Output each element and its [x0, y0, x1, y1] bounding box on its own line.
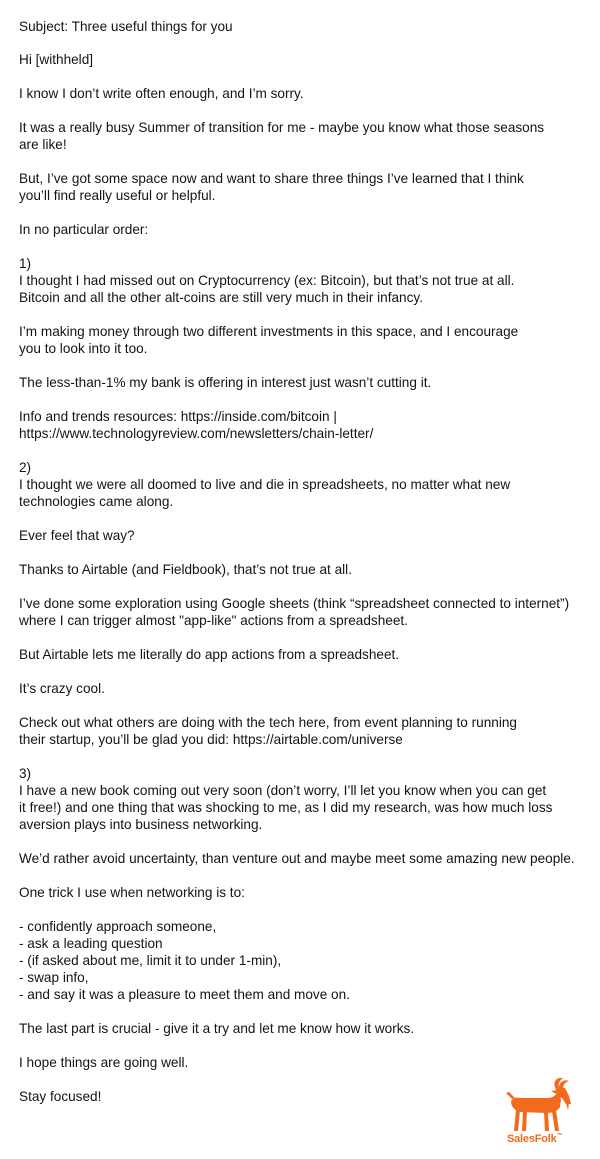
item-3-paragraph-2: We’d rather avoid uncertainty, than venture out and maybe meet some amazing new people. — [19, 851, 575, 866]
item-2-paragraph-2: Ever feel that way? — [19, 528, 135, 543]
logo-wordmark: SalesFolk™ — [507, 1133, 563, 1145]
paragraph-hope: I hope things are going well. — [19, 1055, 189, 1070]
item-3-paragraph-1: I have a new book coming out very soon (don’t worry, I’ll let you know when you can get it free!) and one thing that was shocking to me, as I did my research, was how much loss aversion plays into business networking. — [19, 783, 553, 832]
item-1-number: 1) — [19, 256, 32, 271]
item-1-resources: Info and trends resources: https://inside.com/bitcoin | https://www.technologyreview.com/newsletters/chain-letter/ — [19, 409, 374, 441]
item-2-paragraph-7: Check out what others are doing with the tech here, from event planning to running their startup, you’ll be glad you did: https://airtable.com/universe — [19, 715, 517, 747]
item-2-paragraph-1: I thought we were all doomed to live and die in spreadsheets, no matter what new technologies came along. — [19, 477, 511, 509]
goat-icon — [503, 1077, 579, 1135]
paragraph-apology: I know I don’t write often enough, and I’m sorry. — [19, 86, 304, 101]
item-2-number: 2) — [19, 460, 32, 475]
item-3-tips-list: - confidently approach someone, - ask a leading question - (if asked about me, limit it to under 1-min), - swap info, - and say it was a pleasure to meet them and move on. — [19, 919, 350, 1002]
paragraph-summer: It was a really busy Summer of transition for me - maybe you know what those seasons are like! — [19, 120, 545, 152]
item-3-number: 3) — [19, 766, 32, 781]
item-2-paragraph-6: It’s crazy cool. — [19, 681, 105, 696]
email-body — [19, 18, 591, 1122]
email-greeting: Hi [withheld] — [19, 52, 94, 67]
item-3-paragraph-3: One trick I use when networking is to: — [19, 885, 245, 900]
item-2-paragraph-4: I’ve done some exploration using Google sheets (think “spreadsheet connected to internet”) where I can trigger almost "app-like" actions from a spreadsheet. — [19, 596, 570, 628]
paragraph-space: But, I’ve got some space now and want to share three things I’ve learned that I think you’ll find really useful or helpful. — [19, 171, 524, 203]
item-3-paragraph-4: The last part is crucial - give it a try and let me know how it works. — [19, 1021, 415, 1036]
salesfolk-logo — [503, 1077, 579, 1149]
item-2-paragraph-5: But Airtable lets me literally do app actions from a spreadsheet. — [19, 647, 400, 662]
item-1-paragraph-1: I thought I had missed out on Cryptocurrency (ex: Bitcoin), but that’s not true at all. Bitcoin and all the other alt-coins are still very much in their infancy. — [19, 273, 515, 305]
item-2-paragraph-3: Thanks to Airtable (and Fieldbook), that’s not true at all. — [19, 562, 352, 577]
item-1-paragraph-2: I’m making money through two different investments in this space, and I encourage you to look into it too. — [19, 324, 519, 356]
paragraph-order: In no particular order: — [19, 222, 149, 237]
item-1-paragraph-3: The less-than-1% my bank is offering in interest just wasn’t cutting it. — [19, 375, 432, 390]
email-signoff: Stay focused! — [19, 1089, 102, 1104]
email-subject: Subject: Three useful things for you — [19, 19, 233, 34]
